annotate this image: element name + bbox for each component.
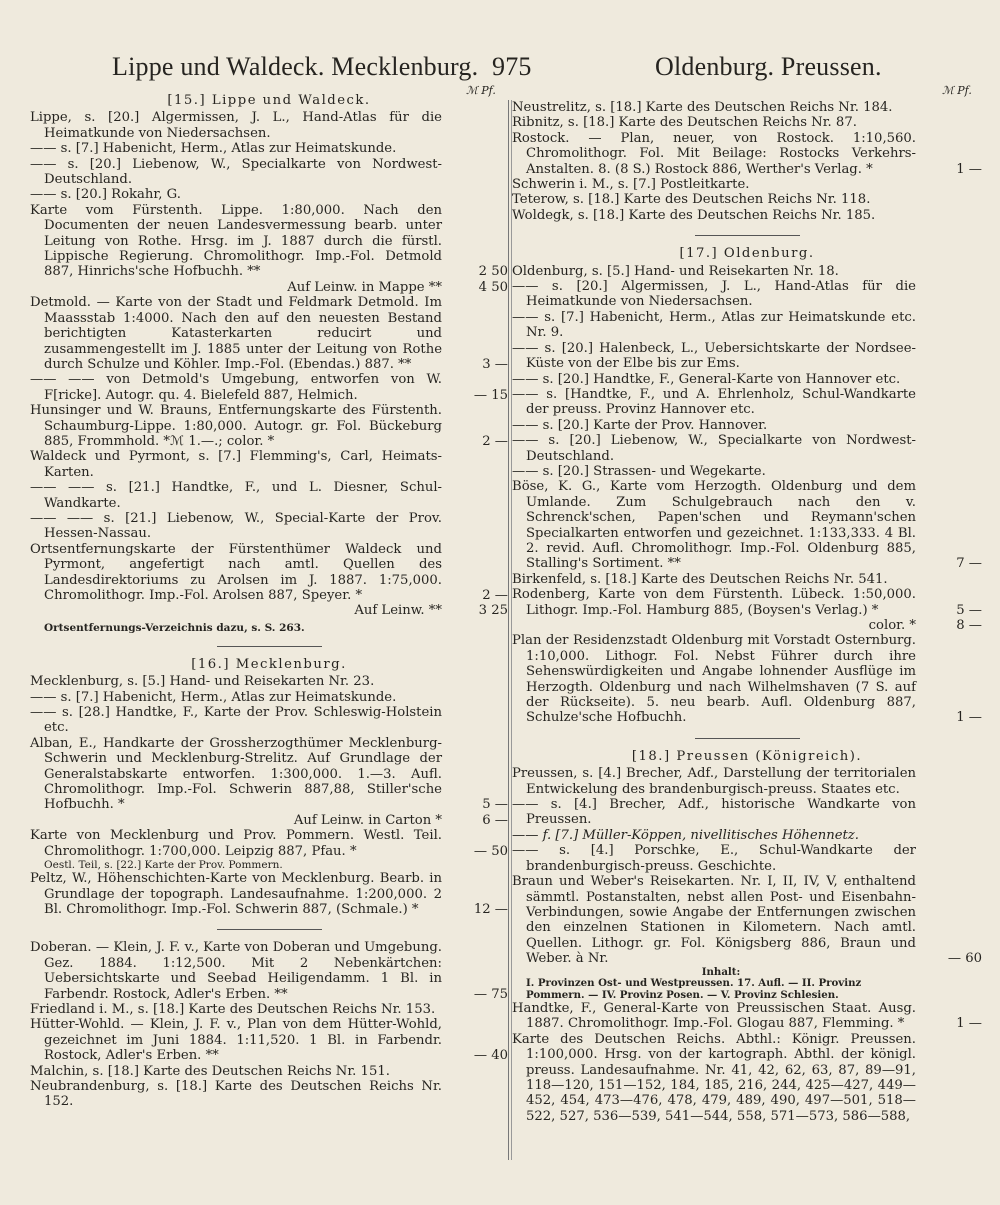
entry-text: Braun und Weber's Reisekarten. Nr. I, II, IV, V, enthaltend sämmtl. Postanstalten, nebst allen Post- und Eisenbahn-Verbindungen, sowie Angabe der Entfernungen zwischen den einzelnen Stationen in Kilometern. Nach amtl. Quellen. Lithogr. gr. Fol. Königsberg 886, Braun und Weber. à Nr. [512,874,916,967]
entry [30,828,508,859]
entry: —— s. [20.] Karte der Prov. Hannover. [512,417,768,433]
entry [512,874,982,966]
price: — 40 [473,1048,508,1064]
divider [217,646,322,647]
note: Oestl. Teil, s. [22.] Karte der Prov. Pommern. [44,859,283,872]
divider [695,235,800,236]
price: 3 — [482,356,508,372]
entry [512,633,982,725]
entry: —— s. [Handtke, F., und A. Ehrlenholz, Schul-Wandkarte der preuss. Provinz Hannover etc. [512,386,916,418]
entry: Neubrandenburg, s. [18.] Karte des Deutschen Reichs Nr. 152. [30,1078,442,1110]
entry: —— s. [7.] Habenicht, Herm., Atlas zur Heimatskunde. [30,689,397,705]
entry-text: Handtke, F., General-Karte von Preussischen Staat. Ausg. 1887. Chromolithogr. Imp.-Fol. Glogau 887, Flemming. * [512,1001,916,1032]
entry-text: Plan der Residenzstadt Oldenburg mit Vorstadt Osternburg. 1:10,000. Lithogr. Fol. Nebst Führer durch ihre Sehenswürdigkeiten und Angabe lohnender Ausflüge im Herzogth. Oldenburg und nach Wilhelmshaven (7 S. auf der Rückseite). 5. neu bearb. Aufl. Oldenburg 887, Schulze'sche Hofbuchh. [512,633,916,726]
price: — 15 [473,387,508,403]
entry: Malchin, s. [18.] Karte des Deutschen Reichs Nr. 151. [30,1063,390,1079]
entry: Mecklenburg, s. [5.] Hand- und Reisekarten Nr. 23. [30,674,375,690]
entry-text: Auf Leinw. in Carton * [293,812,442,828]
page-number: 975 [492,52,532,81]
entry: —— s. [4.] Porschke, E., Schul-Wandkarte der brandenburgisch-preuss. Geschichte. [512,843,916,874]
entry-text: Auf Leinw. in Mappe ** [287,279,442,295]
entry: Lippe, s. [20.] Algermissen, J. L., Hand-Atlas für die Heimatkunde von Niedersachsen. [30,110,442,141]
section-heading: [17.] Oldenburg. [679,246,815,262]
entry: Schwerin i. M., s. [7.] Postleitkarte. [512,177,750,193]
price: 1 — [956,1016,982,1032]
entry: —— s. [7.] Habenicht, Herm., Atlas zur Heimatskunde. [30,141,397,157]
entry: Oldenburg, s. [5.] Hand- und Reisekarten Nr. 18. [512,263,839,279]
entry [30,940,508,1002]
left-column [30,90,508,1110]
entry-text: Rodenberg, Karte von dem Fürstenth. Lübeck. 1:50,000. Lithogr. Imp.-Fol. Hamburg 885, (Boysen's Verlag.) * [512,587,916,618]
entry: —— s. [20.] Liebenow, W., Specialkarte von Nordwest-Deutschland. [512,433,916,464]
entry: Neustrelitz, s. [18.] Karte des Deutschen Reichs Nr. 184. [512,100,893,115]
entry-text: Hunsinger und W. Brauns, Entfernungskarte des Fürstenth. Schaumburg-Lippe. 1:80,000. Autogr. gr. Fol. Bückeburg 885, Frommhold. *ℳ 1.—.; color. * [30,403,442,449]
entry-variant [30,280,508,295]
entry: —— s. [20.] Halenbeck, L., Uebersichtskarte der Nordsee-Küste von der Elbe bis zur Ems. [512,340,916,372]
price: 5 — [482,797,508,813]
entry: —— —— s. [21.] Liebenow, W., Special-Karte der Prov. Hessen-Nassau. [30,510,442,542]
entry: Preussen, s. [4.] Brecher, Adf., Darstellung der territorialen Entwickelung des brandenburgisch-preuss. Staates etc. [512,766,916,797]
entry [30,203,508,280]
right-column [512,100,982,1124]
entry-text: —— —— von Detmold's Umgebung, entworfen von W. F[ricke]. Autogr. qu. 4. Bielefeld 887, Helmich. [30,372,442,403]
currency-header-right: ℳ Pf. [942,84,972,97]
running-head-left: Lippe und Waldeck. Mecklenburg. [112,52,479,81]
price: 5 — [956,602,982,618]
entry [512,479,982,571]
entry: —— —— s. [21.] Handtke, F., und L. Diesner, Schul-Wandkarte. [30,480,442,511]
price: 6 — [482,812,508,828]
entry: —— s. [20.] Algermissen, J. L., Hand-Atlas für die Heimatkunde von Niedersachsen. [512,279,916,310]
entry-text: color. * [868,618,916,633]
entry-text: Auf Leinw. ** [354,603,442,619]
entry: —— s. [20.] Rokahr, G. [30,187,181,203]
entry [30,295,508,372]
entry [512,587,982,618]
section-heading: [16.] Mecklenburg. [191,656,347,672]
entry: —— s. [20.] Handtke, F., General-Karte von Hannover etc. [512,371,901,387]
entry [30,871,508,917]
entry: Birkenfeld, s. [18.] Karte des Deutschen Reichs Nr. 541. [512,571,888,587]
price: 2 50 [478,264,508,280]
price: 12 — [473,901,508,917]
entry-text: Karte vom Fürstenth. Lippe. 1:80,000. Nach den Documenten der neuen Landesvermessung bearb. unter Leitung von Rothe. Hrsg. im J. 1887 durch die fürstl. Lippische Regierung. Chromolithogr. Imp.-Fol. Detmold 887, Hinrichs'sche Hofbuchh. ** [30,202,442,280]
entry-text: Doberan. — Klein, J. F. v., Karte von Doberan und Umgebung. Gez. 1884. 1:12,500. Mit 2 Nebenkärtchen: Uebersichtskarte und Seebad Heiligendamm. 1 Bl. in Farbendr. Rostock, Adler's Erben. ** [30,940,442,1002]
entry: Woldegk, s. [18.] Karte des Deutschen Reichs Nr. 185. [512,207,876,223]
price: — 50 [473,843,508,859]
entry [512,131,982,177]
entry [30,542,508,604]
entry: —— s. [20.] Liebenow, W., Specialkarte von Nordwest-Deutschland. [30,156,442,188]
price: 1 — [956,161,982,177]
entry: Teterow, s. [18.] Karte des Deutschen Reichs Nr. 118. [512,192,871,208]
note: Ortsentfernungs-Verzeichnis dazu, s. S. 263. [44,621,305,634]
entry: —— s. [4.] Brecher, Adf., historische Wandkarte von Preussen. [512,797,916,828]
contents-note: I. Provinzen Ost- und Westpreussen. 17. Aufl. — II. Provinz Pommern. — IV. Provinz Posen. — V. Provinz Schlesien. [526,977,862,1001]
running-head-right: Oldenburg. Preussen. [655,52,882,81]
price: 8 — [956,618,982,633]
contents-label: Inhalt: [701,965,741,978]
entry [30,372,508,403]
price: 2 — [482,433,508,449]
entry: Karte des Deutschen Reichs. Abthl.: Königr. Preussen. 1:100,000. Hrsg. von der kartograph. Abthl. der königl. preuss. Landesaufnahme. Nr. 41, 42, 62, 63, 87, 89—91, 118—120, 151—152, 184, 185, 216, 244, 425—427, 449—452, 454, 473—476, 478, 479, 489, 490, 497—501, 518—522, 527, 536—539, 541—544, 558, 571—573, 586—588, [512,1031,916,1124]
price: 2 — [482,588,508,603]
entry [512,1001,982,1032]
price: — 60 [947,951,982,967]
entry-variant [512,618,982,633]
entry-text: Karte von Mecklenburg und Prov. Pommern. Westl. Teil. Chromolithogr. 1:700,000. Leipzig 887, Pfau. * [30,828,442,859]
currency-header-left: ℳ Pf. [466,84,496,97]
entry: Waldeck und Pyrmont, s. [7.] Flemming's, Carl, Heimats-Karten. [30,449,442,480]
price: — 75 [473,986,508,1002]
entry-variant [30,813,508,828]
entry: —— s. [28.] Handtke, F., Karte der Prov. Schleswig-Holstein etc. [30,705,442,736]
divider [217,929,322,930]
section-heading: [18.] Preussen (Königreich). [631,748,863,764]
entry: —— s. [20.] Strassen- und Wegekarte. [512,463,766,479]
entry-variant [30,603,508,618]
entry [30,736,508,813]
entry-text: Ortsentfernungskarte der Fürstenthümer Waldeck und Pyrmont, angefertigt nach amtl. Quellen des Landesdirektoriums zu Arolsen im J. 1887. 1:75,000. Chromolithogr. Imp.-Fol. Arolsen 887, Speyer. * [30,541,442,603]
entry [30,403,508,449]
entry-text: Rostock. — Plan, neuer, von Rostock. 1:10,560. Chromolithogr. Fol. Mit Beilage: Rostocks Verkehrs-Anstalten. 8. (8 S.) Rostock 886, Werther's Verlag. * [512,130,916,177]
section-heading: [15.] Lippe und Waldeck. [167,93,371,108]
entry-text: Detmold. — Karte von der Stadt und Feldmark Detmold. Im Maassstab 1:4000. Nach den auf den neuesten Bestand berichtigten Katasterkarten reducirt und zusammengestellt im J. 1885 unter der Leitung von Rothe durch Schulze und Köhler. Imp.-Fol. (Ebendas.) 887. ** [30,295,442,372]
entry-text: Hütter-Wohld. — Klein, J. F. v., Plan von dem Hütter-Wohld, gezeichnet im Juni 1884. 1:11,520. 1 Bl. in Farbendr. Rostock, Adler's Erben. ** [30,1017,442,1064]
price: 7 — [956,556,982,572]
price: 3 25 [478,603,508,619]
entry: Ribnitz, s. [18.] Karte des Deutschen Reichs Nr. 87. [512,115,857,131]
divider [695,738,800,739]
entry [30,1017,508,1063]
entry: Friedland i. M., s. [18.] Karte des Deutschen Reichs Nr. 153. [30,1001,436,1017]
entry-text: Alban, E., Handkarte der Grossherzogthümer Mecklenburg-Schwerin und Mecklenburg-Strelitz. Auf Grundlage der Generalstabskarte entworfen. 1:300,000. 1.—3. Aufl. Chromolithogr. Imp.-Fol. Schwerin 887,88, Stiller'sche Hofbuchh. * [30,735,442,813]
price: 4 50 [478,279,508,295]
entry: —— f. [7.] Müller-Köppen, nivellitisches Höhennetz. [512,827,859,843]
entry: —— s. [7.] Habenicht, Herm., Atlas zur Heimatskunde etc. Nr. 9. [512,309,916,341]
entry-text: Böse, K. G., Karte vom Herzogth. Oldenburg und dem Umlande. Zum Schulgebrauch nach den v. Schrenck'schen, Papen'schen und Reymann'schen Specialkarten entworfen und gezeichnet. 1:133,333. 4 Bl. 2. revid. Aufl. Chromolithogr. Imp.-Fol. Oldenburg 885, Stalling's Sortiment. ** [512,479,916,572]
price: 1 — [956,710,982,726]
entry-text: Peltz, W., Höhenschichten-Karte von Mecklenburg. Bearb. in Grundlage der topograph. Landesaufnahme. 1:200,000. 2 Bl. Chromolithogr. Imp.-Fol. Schwerin 887, (Schmale.) * [30,871,442,917]
column-rule [508,100,509,1160]
